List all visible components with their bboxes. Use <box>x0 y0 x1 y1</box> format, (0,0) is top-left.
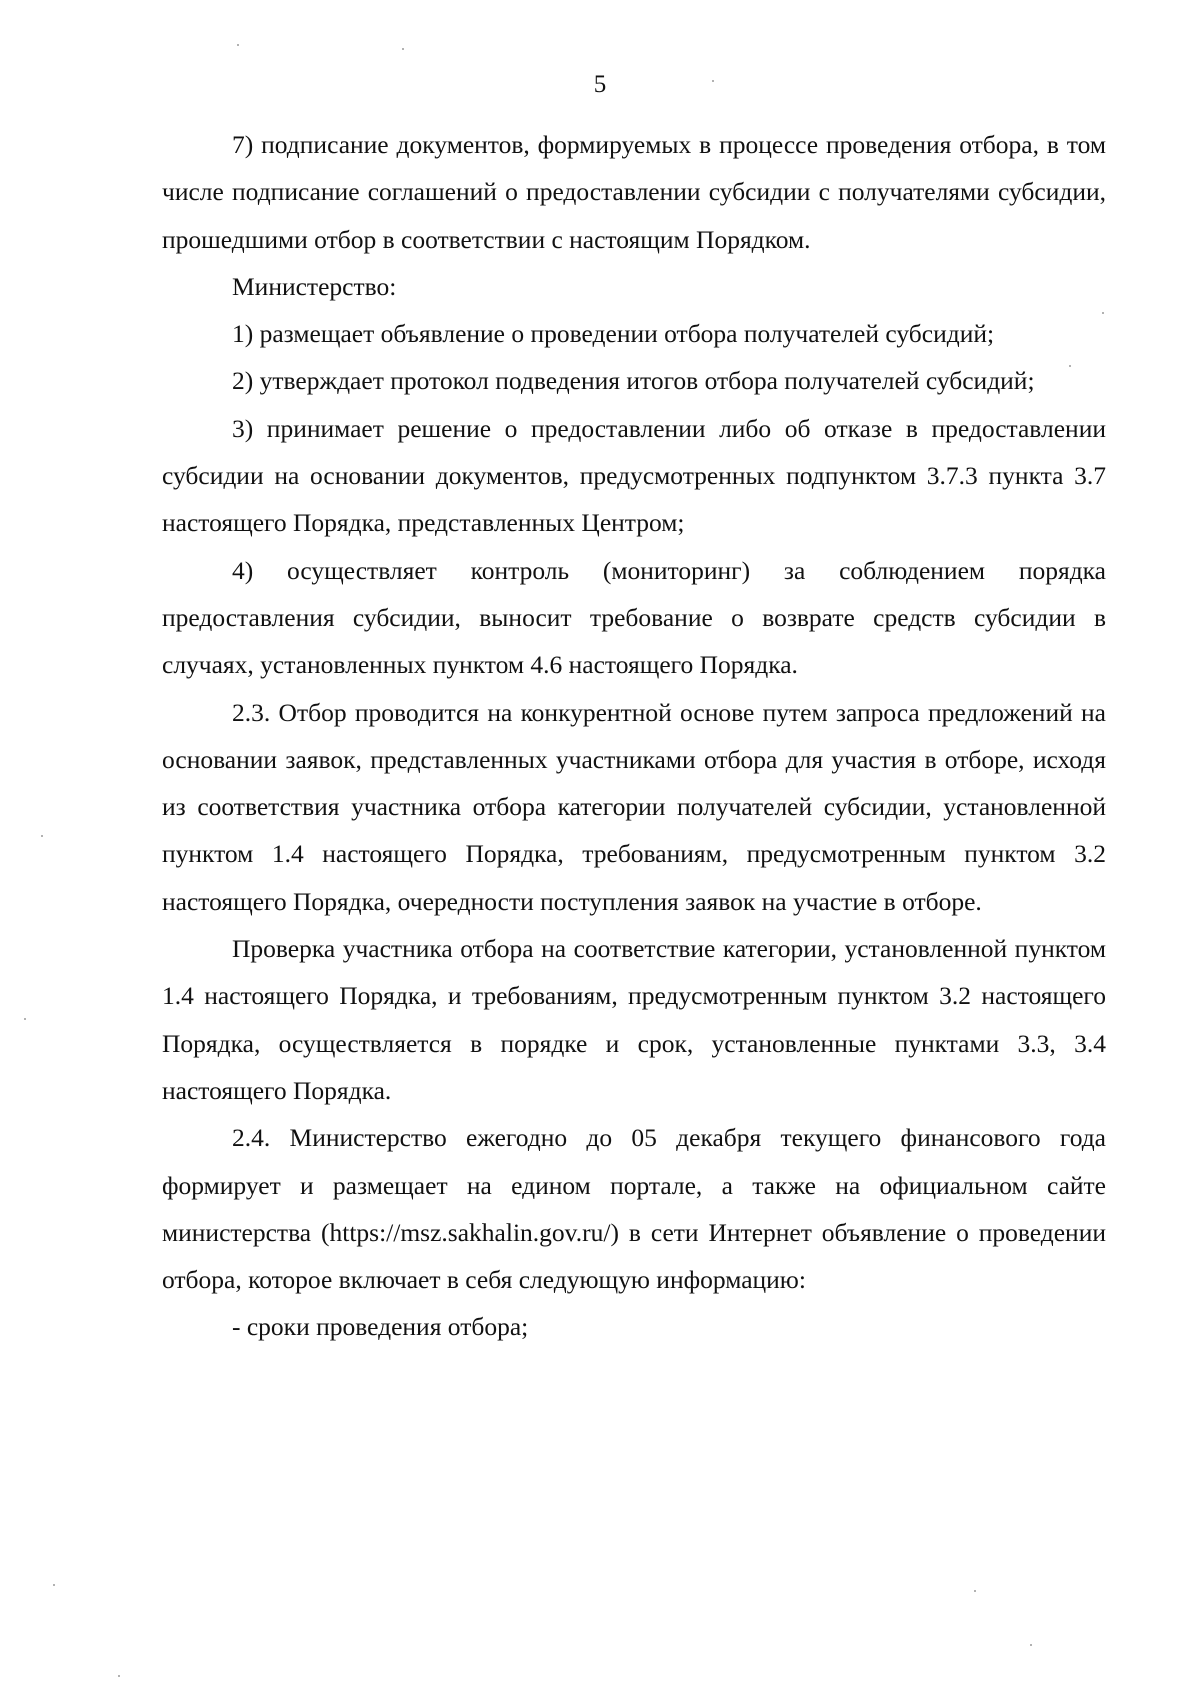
page-number: 5 <box>593 71 607 98</box>
scan-speck <box>41 835 43 837</box>
scan-speck <box>402 48 404 50</box>
paragraph-ministry-item-4: 4) осуществляет контроль (мониторинг) за соблюдением порядка предоставления субсидии, выносит требование о возврате средств субсидии в случаях, установленных пунктом 4.6 настоящего Порядка. <box>162 555 1106 680</box>
paragraph-item-7-signing: 7) подписание документов, формируемых в процессе проведения отбора, в том числе подписание соглашений о предоставлении субсидии с получателями субсидии, прошедшими отбор в соответствии с настоящим Порядком. <box>162 130 1106 254</box>
scan-speck <box>53 1584 55 1586</box>
scan-speck <box>1102 312 1104 314</box>
document-body <box>162 121 1106 1351</box>
scan-speck <box>1069 365 1071 367</box>
paragraph-list-item-deadlines: - сроки проведения отбора; <box>232 1312 529 1342</box>
scan-speck <box>1030 1644 1032 1646</box>
paragraph-section-2-3: 2.3. Отбор проводится на конкурентной основе путем запроса предложений на основании заявок, представленных участниками отбора для участия в отборе, исходя из соответствия участника отбора категории получателей субсидии, установленной пунктом 1.4 настоящего Порядка, требованиям, предусмотренным пунктом 3.2 настоящего Порядка, очередности поступления заявок на участие в отборе. <box>162 697 1106 916</box>
scan-speck <box>24 1018 26 1020</box>
scan-speck <box>118 1675 120 1677</box>
paragraph-participant-check: Проверка участника отбора на соответствие категории, установленной пунктом 1.4 настоящего Порядка, и требованиям, предусмотренным пунктом 3.2 настоящего Порядка, осуществляется в порядке и срок, установленные пунктами 3.3, 3.4 настоящего Порядка. <box>162 934 1106 1105</box>
scan-speck <box>974 1590 976 1592</box>
paragraph-ministry-item-1: 1) размещает объявление о проведении отбора получателей субсидий; <box>232 319 995 349</box>
paragraph-section-2-4: 2.4. Министерство ежегодно до 05 декабря текущего финансового года формирует и размещает на едином портале, а также на официальном сайте министерства (https://msz.sakhalin.gov.ru/) в сети Интернет объявление о проведении отбора, которое включает в себя следующую информацию: <box>162 1123 1106 1295</box>
paragraph-ministry-item-3: 3) принимает решение о предоставлении либо об отказе в предоставлении субсидии на основании документов, предусмотренных подпунктом 3.7.3 пункта 3.7 настоящего Порядка, представленных Центром; <box>162 413 1106 538</box>
paragraph-ministry-item-2: 2) утверждает протокол подведения итогов отбора получателей субсидий; <box>232 366 1035 396</box>
scan-speck <box>712 80 714 82</box>
paragraph-ministry-heading: Министерство: <box>232 271 397 301</box>
scan-speck <box>237 44 239 46</box>
